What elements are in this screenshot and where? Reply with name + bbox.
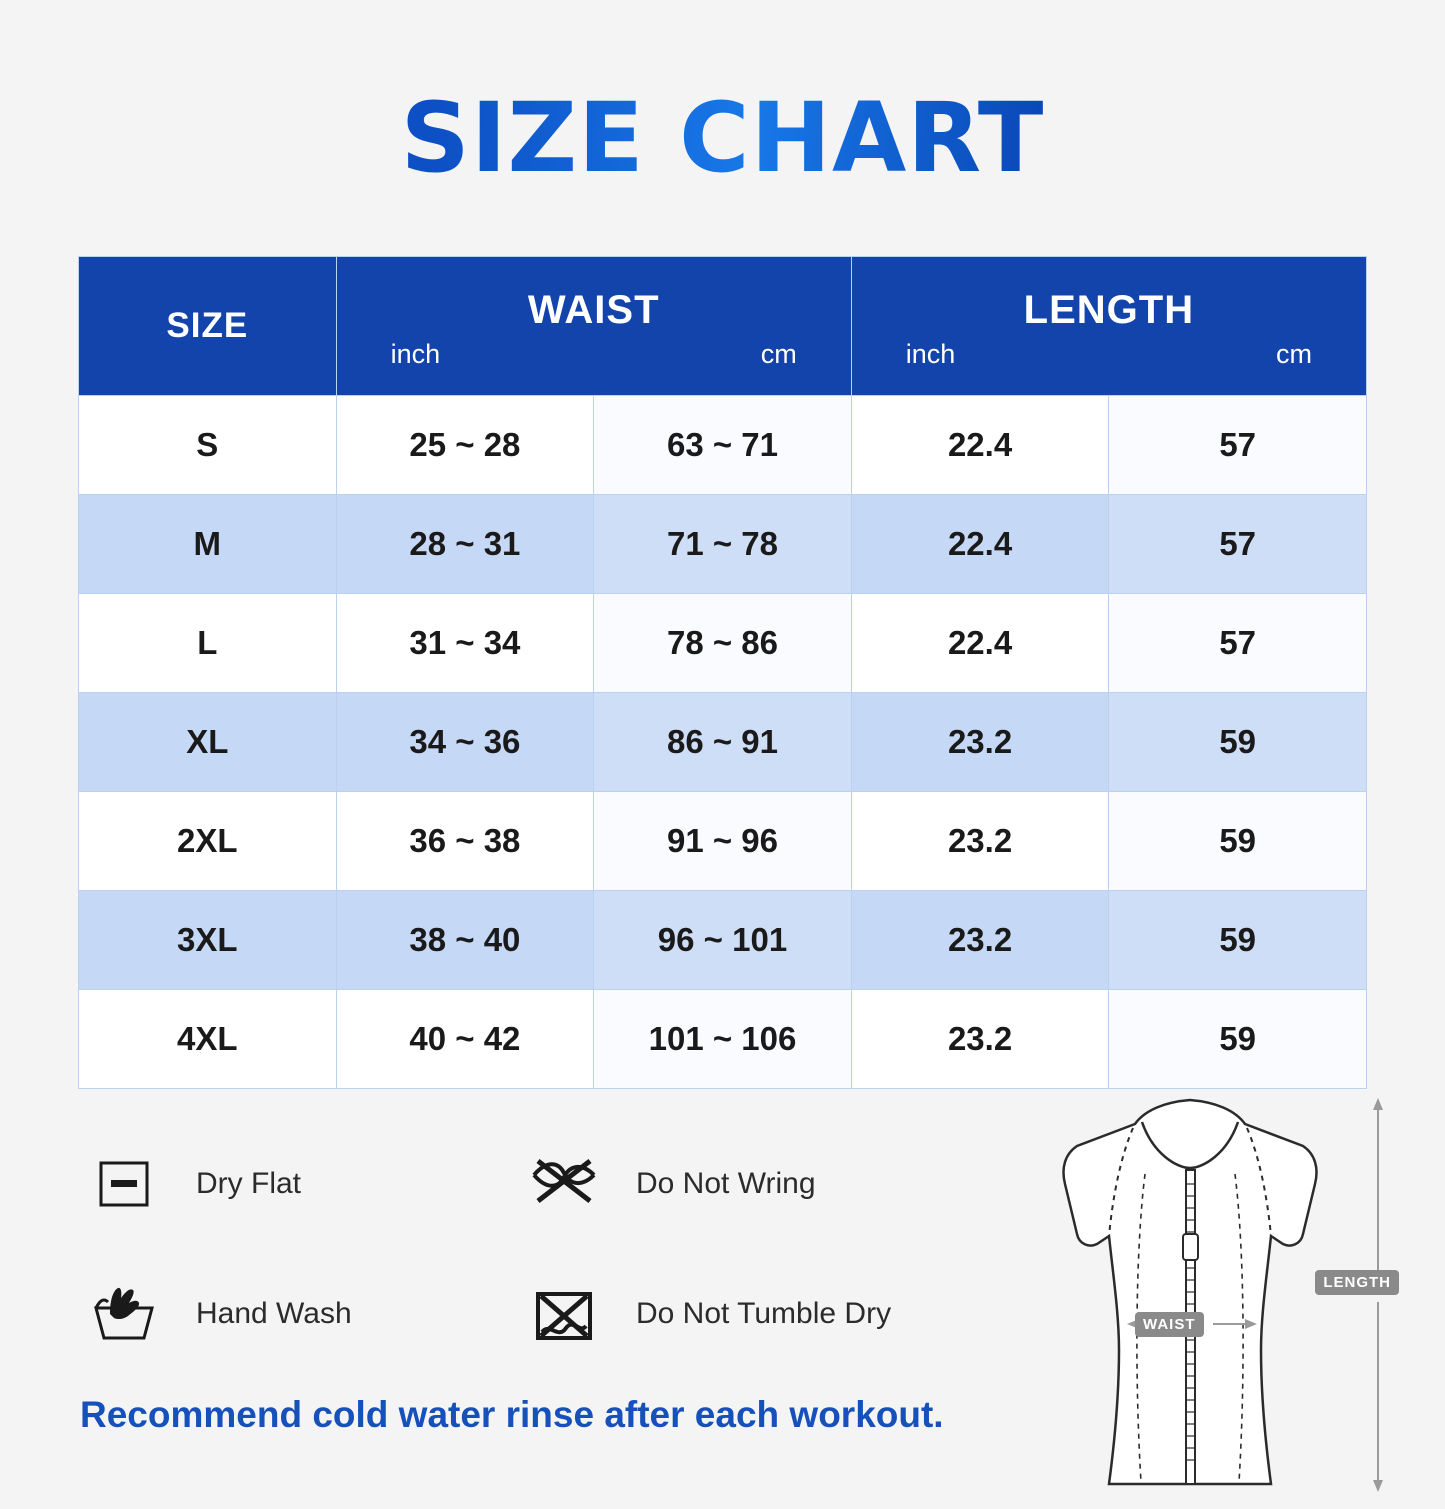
- waist-title: WAIST: [527, 288, 660, 333]
- cell-length-cm: 59: [1109, 693, 1367, 792]
- cell-length-cm: 59: [1109, 891, 1367, 990]
- length-unit-cm: cm: [1276, 339, 1312, 370]
- cell-length-inch: 23.2: [851, 792, 1109, 891]
- garment-diagram: [985, 1084, 1405, 1494]
- cell-length-inch: 22.4: [851, 396, 1109, 495]
- cell-size: XL: [79, 693, 337, 792]
- cell-waist-cm: 91 ~ 96: [594, 792, 852, 891]
- cell-waist-cm: 78 ~ 86: [594, 594, 852, 693]
- cell-length-inch: 22.4: [851, 594, 1109, 693]
- cell-waist-inch: 25 ~ 28: [336, 396, 594, 495]
- cell-length-inch: 23.2: [851, 891, 1109, 990]
- cell-waist-cm: 71 ~ 78: [594, 495, 852, 594]
- length-units: [852, 339, 1366, 390]
- do-not-wring-icon: [518, 1138, 610, 1230]
- cell-size: 4XL: [79, 990, 337, 1089]
- care-row-1: [78, 1119, 958, 1249]
- cell-length-cm: 57: [1109, 495, 1367, 594]
- table-row: [79, 495, 1367, 594]
- table-row: [79, 396, 1367, 495]
- care-item-do-not-wring: [518, 1138, 958, 1230]
- cell-waist-inch: 31 ~ 34: [336, 594, 594, 693]
- column-header-size: SIZE: [79, 257, 337, 396]
- column-header-length: [851, 257, 1366, 396]
- care-label: Do Not Wring: [636, 1167, 816, 1201]
- cell-waist-cm: 63 ~ 71: [594, 396, 852, 495]
- care-item-hand-wash: [78, 1268, 518, 1360]
- care-note: Recommend cold water rinse after each workout.: [80, 1394, 944, 1436]
- cell-waist-inch: 40 ~ 42: [336, 990, 594, 1089]
- table-header: [79, 257, 1367, 396]
- cell-length-inch: 23.2: [851, 990, 1109, 1089]
- cell-size: 2XL: [79, 792, 337, 891]
- waist-unit-inch: inch: [390, 339, 441, 370]
- length-title: LENGTH: [1023, 288, 1195, 333]
- care-instructions: [78, 1119, 958, 1379]
- do-not-tumble-dry-icon: [518, 1268, 610, 1360]
- care-item-do-not-tumble-dry: [518, 1268, 958, 1360]
- cell-length-cm: 57: [1109, 594, 1367, 693]
- cell-length-cm: 57: [1109, 396, 1367, 495]
- hand-wash-icon: [78, 1268, 170, 1360]
- cell-length-cm: 59: [1109, 792, 1367, 891]
- care-label: Do Not Tumble Dry: [636, 1297, 892, 1331]
- care-label: Dry Flat: [196, 1167, 301, 1201]
- size-chart-page: [0, 64, 1445, 1509]
- waist-unit-cm: cm: [760, 339, 797, 370]
- table-row: [79, 891, 1367, 990]
- cell-waist-cm: 101 ~ 106: [594, 990, 852, 1089]
- cell-length-inch: 23.2: [851, 693, 1109, 792]
- table-body: [79, 396, 1367, 1089]
- waist-measure-label: WAIST: [1135, 1312, 1204, 1337]
- page-title: SIZE CHART: [0, 64, 1445, 192]
- table-row: [79, 693, 1367, 792]
- table-row: [79, 594, 1367, 693]
- dry-flat-icon: [78, 1138, 170, 1230]
- waist-units: [337, 339, 851, 390]
- cell-waist-cm: 96 ~ 101: [594, 891, 852, 990]
- cell-waist-inch: 38 ~ 40: [336, 891, 594, 990]
- table-row: [79, 792, 1367, 891]
- cell-waist-inch: 36 ~ 38: [336, 792, 594, 891]
- care-item-dry-flat: [78, 1138, 518, 1230]
- cell-length-cm: 59: [1109, 990, 1367, 1089]
- length-measure-label: LENGTH: [1315, 1270, 1399, 1295]
- care-label: Hand Wash: [196, 1297, 352, 1331]
- cell-size: S: [79, 396, 337, 495]
- cell-waist-inch: 28 ~ 31: [336, 495, 594, 594]
- cell-waist-cm: 86 ~ 91: [594, 693, 852, 792]
- cell-length-inch: 22.4: [851, 495, 1109, 594]
- column-header-waist: [336, 257, 851, 396]
- size-table: [78, 256, 1367, 1089]
- care-row-2: [78, 1249, 958, 1379]
- table-row: [79, 990, 1367, 1089]
- cell-waist-inch: 34 ~ 36: [336, 693, 594, 792]
- cell-size: M: [79, 495, 337, 594]
- length-unit-inch: inch: [905, 339, 956, 370]
- cell-size: 3XL: [79, 891, 337, 990]
- size-table-container: [78, 256, 1367, 1089]
- cell-size: L: [79, 594, 337, 693]
